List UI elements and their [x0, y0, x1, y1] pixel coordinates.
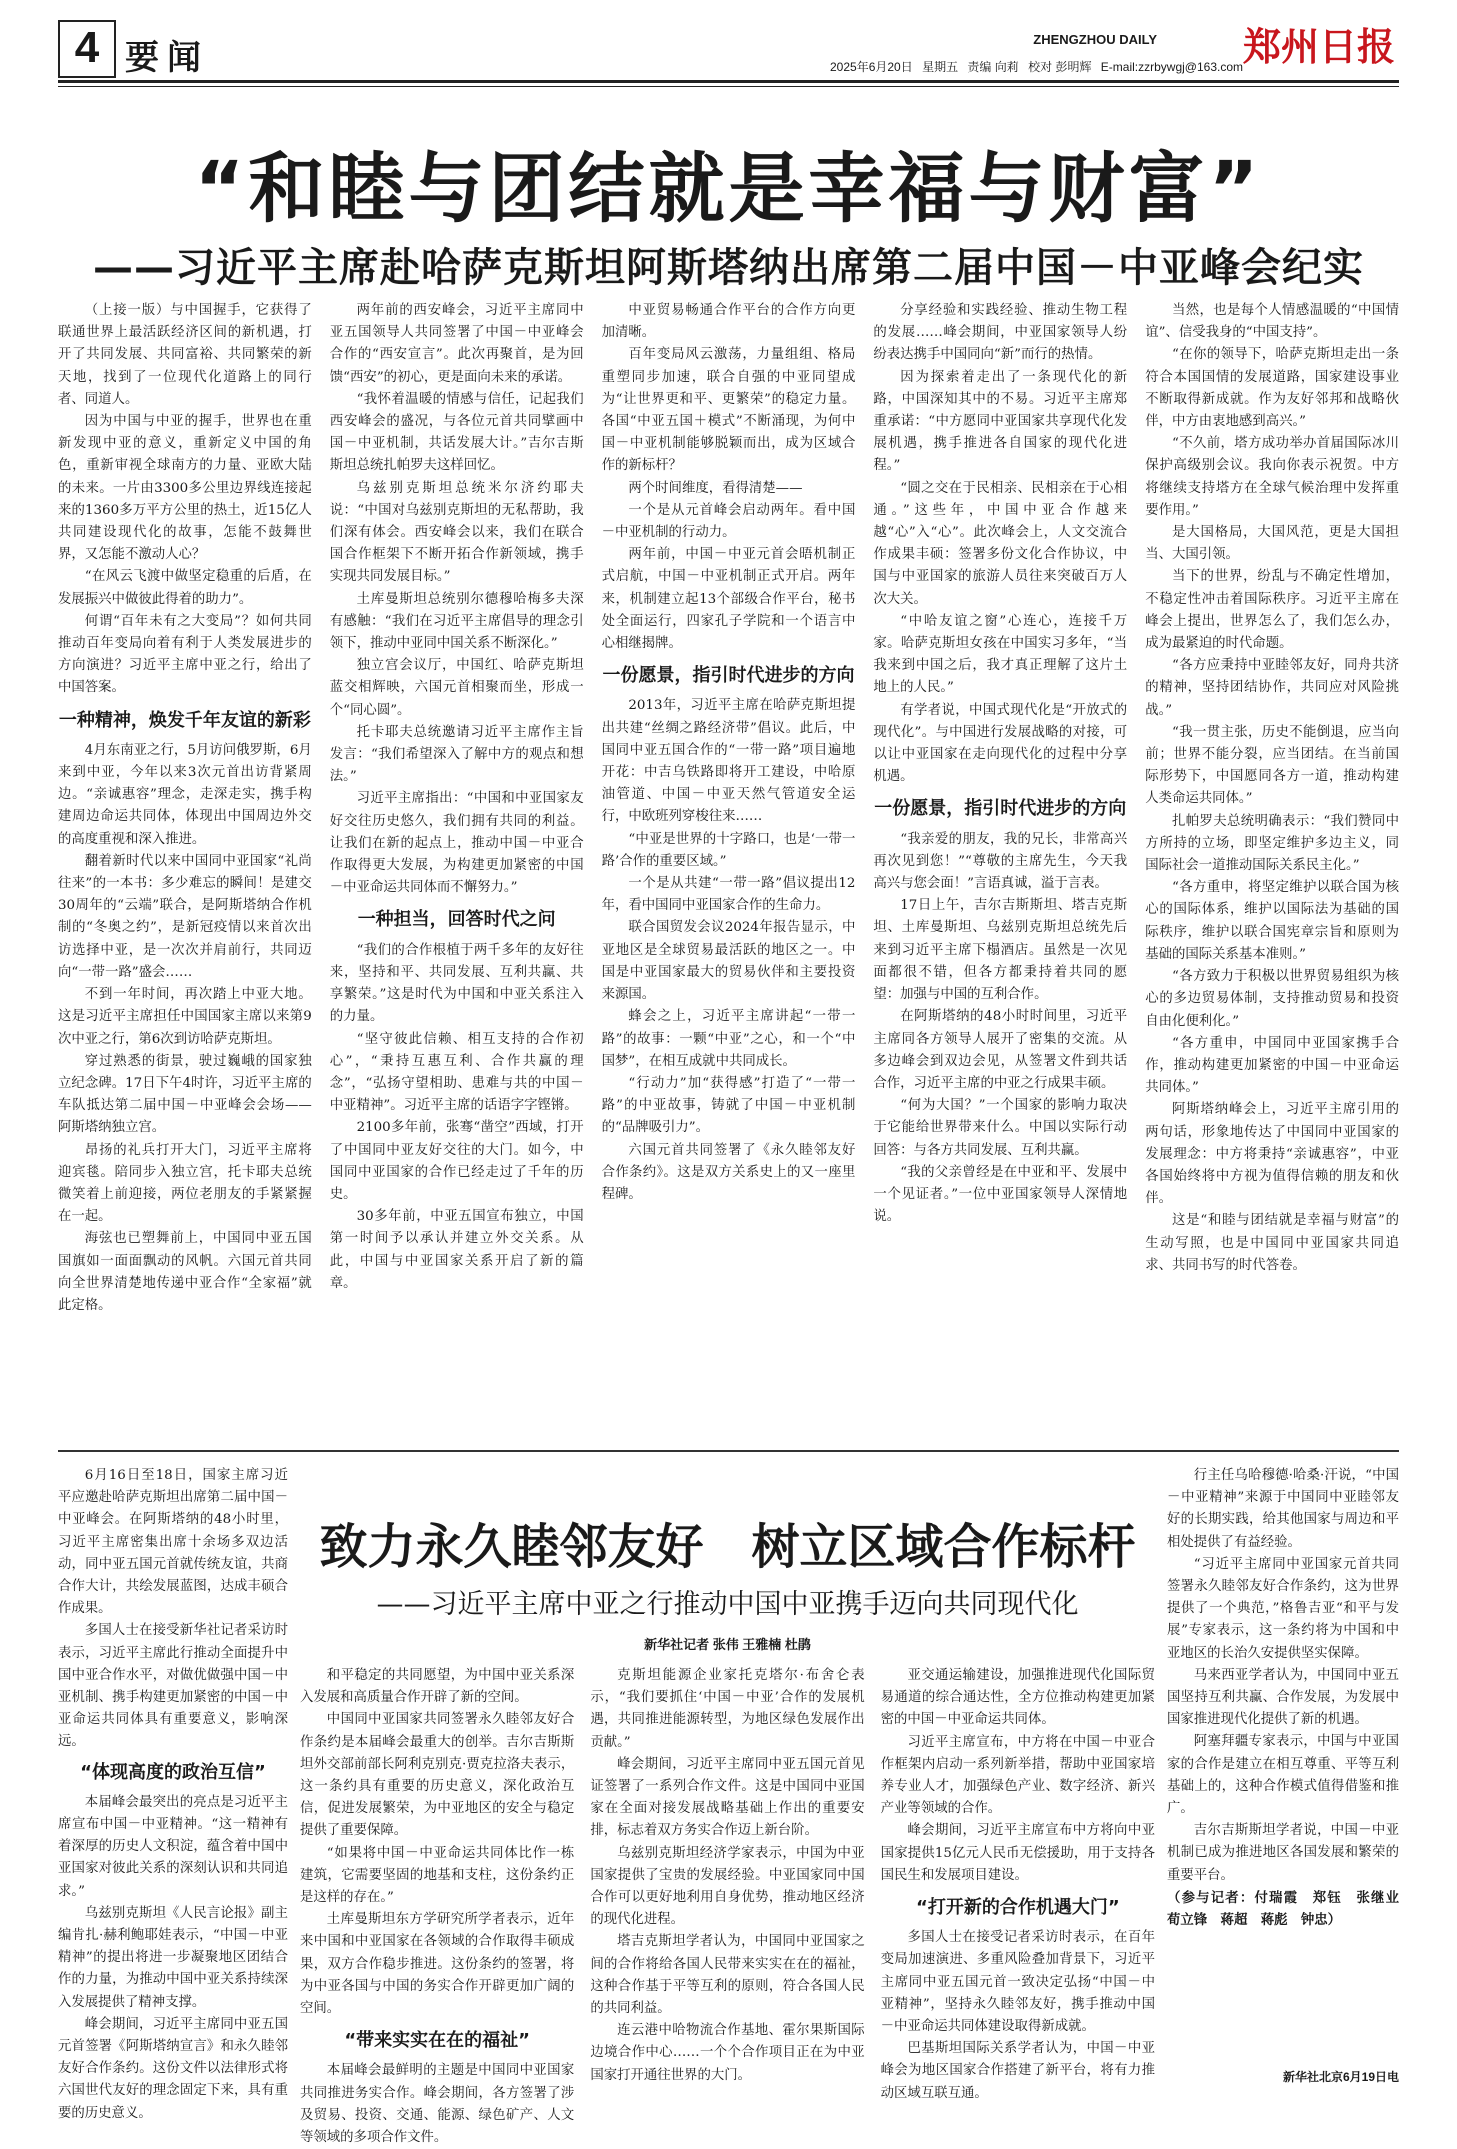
article-paragraph: 六国元首共同签署了《永久睦邻友好合作条约》。这是双方关系史上的又一座里程碑。 [601, 1142, 856, 1202]
article-paragraph: “在风云飞渡中做坚定稳重的后盾，在发展振兴中做彼此得着的助力”。 [58, 569, 312, 607]
article-column [873, 300, 1127, 1440]
article-paragraph: “各方应秉持中亚睦邻友好，同舟共济的精神，坚持团结协作，共同应对风险挑战。” [1145, 658, 1399, 718]
article-paragraph: 塔吉克斯坦学者认为，中国同中亚国家之间的合作将给各国人民带来实实在在的福祉，这种合作基于平等互利的原则，符合各国人民的共同利益。 [590, 1934, 865, 2017]
article-paragraph: 中国同中亚国家共同签署永久睦邻友好合作条约是本届峰会最重大的创举。吉尔吉斯斯坦外交部前部长阿利克别克·贾克拉洛夫表示，这一条约具有重要的历史意义，深化政治互信，促进发展繁荣，为中亚地区的安全与稳定提供了重要保障。 [300, 1712, 575, 1839]
issue-date: 2025年6月20日 [830, 60, 913, 74]
article-paragraph: 习近平主席指出：“中国和中亚国家友好交往历史悠久，我们拥有共同的利益。让我们在新的起点上，推动中国－中亚合作取得更大发展，为构建更加紧密的中国－中亚命运共同体而不懈努力。” [329, 791, 584, 896]
article-paragraph: 当下的世界，纷乱与不确定性增加，不稳定性冲击着国际秩序。习近平主席在峰会上提出，世界怎么了，我们怎么办，成为最紧迫的时代命题。 [1145, 569, 1399, 652]
article-column [1145, 300, 1399, 1440]
article-paragraph: “在你的领导下，哈萨克斯坦走出一条符合本国国情的发展道路，国家建设事业不断取得新成就。作为友好邻邦和战略伙伴，中方由衷地感到高兴。” [1145, 347, 1399, 430]
article-paragraph: 巴基斯坦国际关系学者认为，中国－中亚峰会为地区国家合作搭建了新平台，将有力推动区域互联互通。 [880, 2041, 1155, 2101]
article-paragraph: 托卡耶夫总统邀请习近平主席作主旨发言：“我们希望深入了解中方的观点和想法。” [329, 724, 584, 785]
paper-name-en: ZHENGZHOU DAILY [1033, 32, 1157, 47]
article-column [602, 300, 856, 1440]
article-column [590, 1665, 864, 2085]
article-subheading: 一种担当，回答时代之问 [357, 909, 556, 931]
article-paragraph: 扎帕罗夫总统明确表示：“我们赞同中方所持的立场，即坚定维护多边主义，同国际社会一道推动国际关系民主化。” [1145, 813, 1399, 874]
article-paragraph: “我一贯主张，历史不能倒退，应当向前；世界不能分裂，应当团结。在当前国际形势下，中国愿同各方一道，推动构建人类命运共同体。” [1145, 724, 1399, 807]
byline: 新华社记者 张伟 王雅楠 杜鹃 [644, 1637, 811, 1652]
article-paragraph: 吉尔吉斯斯坦学者说，中国－中亚机制已成为推进地区各国发展和繁荣的重要平台。 [1167, 1823, 1399, 1883]
article-paragraph: 2013年，习近平主席在哈萨克斯坦提出共建“丝绸之路经济带”倡议。此后，中国同中亚五国合作的“一带一路”项目遍地开花：中吉乌铁路即将开工建设，中哈原油管道、中国－中亚天然气管道安全运行，中欧班列穿梭往来…… [601, 698, 856, 825]
article-paragraph: “行动力”加“获得感”打造了“一带一路”的中亚故事，铸就了中国－中亚机制的“品牌吸引力”。 [601, 1075, 856, 1136]
second-article-right-column [1167, 1465, 1413, 2065]
article-subheading: 一份愿景，指引时代进步的方向 [874, 798, 1127, 820]
article-paragraph: （参与记者：付瑞霞 郑钰 张继业 荀立锋 蒋超 蒋彪 钟忠） [1167, 1889, 1413, 1929]
article-paragraph: 多国人士在接受记者采访时表示，在百年变局加速演进、多重风险叠加背景下，习近平主席同中亚五国元首一致决定弘扬“中国－中亚精神”，坚持永久睦邻友好，携手推动中国－中亚命运共同体建设取得新成就。 [880, 1930, 1155, 2035]
dateline: 新华社北京6月19日电 [1282, 2070, 1399, 2084]
article-subheading: “打开新的合作机遇大门” [915, 1897, 1120, 1919]
article-paragraph: 这是“和睦与团结就是幸福与财富”的生动写照，也是中国同中亚国家共同追求、共同书写的时代答卷。 [1145, 1213, 1399, 1273]
issue-weekday: 星期五 [922, 60, 959, 74]
article-paragraph: （上接一版）与中国握手，它获得了联通世界上最活跃经济区间的新机遇，打开了共同发展、共同富裕、共同繁荣的新天地，找到了一位现代化道路上的同行者、同道人。 [58, 303, 312, 407]
article-paragraph: 亚交通运输建设，加强推进现代化国际贸易通道的综合通达性，全方位推动构建更加紧密的中国－中亚命运共同体。 [880, 1668, 1155, 1728]
page-number: 4 [58, 20, 116, 78]
article-paragraph: 17日上午，吉尔吉斯斯坦、塔吉克斯坦、土库曼斯坦、乌兹别克斯坦总统先后来到习近平主席下榻酒店。虽然是一次见面都很不错，但各方都秉持着共同的愿望：加强与中国的互利合作。 [873, 898, 1128, 1003]
article-paragraph: 本届峰会最鲜明的主题是中国同中亚国家共同推进务实合作。峰会期间，各方签署了涉及贸易、投资、交通、能源、绿色矿产、人文等领域的多项合作文件。 [300, 2063, 575, 2146]
article-paragraph: 因为中国与中亚的握手，世界也在重新发现中亚的意义，重新定义中国的角色，重新审视全球南方的力量、亚欧大陆的未来。一片由3300多公里边界线连接起来的1360多万平方公里的热土，近15亿人共同建设现代化的故事，怎能不鼓舞世界，又怎能不激动人心？ [58, 414, 312, 563]
article-paragraph: 30多年前，中亚五国宣布独立，中国第一时间予以承认并建立外交关系。从此，中国与中亚国家关系开启了新的篇章。 [329, 1209, 584, 1291]
header-rule-thin [58, 86, 1399, 87]
proof-credit: 校对 彭明辉 [1028, 60, 1092, 74]
article-paragraph: 因为探索着走出了一条现代化的新路，中国深知其中的不易。习近平主席郑重承诺：“中方愿同中亚国家共享现代化发展机遇，携手推进各自国家的现代化进程。” [873, 369, 1128, 474]
article-paragraph: “坚守彼此信赖、相互支持的合作初心”，“秉持互惠互利、合作共赢的理念”，“弘扬守望相助、患难与共的中国－中亚精神”。习近平主席的话语字字铿锵。 [329, 1031, 584, 1114]
article-column [58, 300, 312, 1440]
article-paragraph: 何谓“百年未有之大变局”？如何共同推动百年变局向着有利于人类发展进步的方向演进？习近平主席中亚之行，给出了中国答案。 [58, 613, 312, 696]
second-subheadline: ——习近平主席中亚之行推动中国中亚携手迈向共同现代化 [376, 1589, 1079, 1620]
article-paragraph: 中亚贸易畅通合作平台的合作方向更加清晰。 [601, 303, 856, 341]
article-paragraph: 两年前，中国－中亚元首会晤机制正式启航，中国－中亚机制正式开启。两年来，机制建立起13个部级合作平台，秘书处全面运行，四家孔子学院和一个语言中心相继揭牌。 [601, 547, 856, 652]
article-paragraph: 不到一年时间，再次踏上中亚大地。这是习近平主席担任中国国家主席以来第9次中亚之行，第6次到访哈萨克斯坦。 [58, 987, 312, 1047]
article-paragraph: 和平稳定的共同愿望，为中国中亚关系深入发展和高质量合作开辟了新的空间。 [300, 1668, 575, 1706]
article-paragraph: 昂扬的礼兵打开大门，习近平主席将迎宾毯。陪同步入独立宫，托卡耶夫总统微笑着上前迎接，两位老朋友的手紧紧握在一起。 [58, 1142, 312, 1225]
article-paragraph: 分享经验和实践经验、推动生物工程的发展……峰会期间，中亚国家领导人纷纷表达携手中国同向“新”而行的热情。 [873, 303, 1128, 363]
article-paragraph: 连云港中哈物流合作基地、霍尔果斯国际边境合作中心……一个个合作项目正在为中亚国家打开通往世界的大门。 [590, 2023, 865, 2083]
article-paragraph: 百年变局风云激荡，力量组组、格局重塑同步加速，联合自强的中亚同望成为“让世界更和平、更繁荣”的稳定力量。各国“中亚五国＋模式”不断涌现，为何中国－中亚机制能够脱颖而出，成为区域合作的新标杆？ [601, 347, 856, 474]
article-paragraph: “中哈友谊之窗”心连心，连接千万家。哈萨克斯坦女孩在中国实习多年，“当我来到中国之后，我才真正理解了这片土地上的人民。” [873, 613, 1128, 696]
article-paragraph: 联合国贸发会议2024年报告显示，中亚地区是全球贸易最活跃的地区之一。中国是中亚国家最大的贸易伙伴和主要投资来源国。 [601, 920, 856, 1003]
contact-email[interactable]: E-mail:zzrbywgj@163.com [1100, 60, 1244, 74]
second-article-body [300, 1665, 1155, 2146]
main-article-body [58, 300, 1399, 1440]
article-paragraph: 乌兹别克斯坦总统米尔济约耶夫说：“中国对乌兹别克斯坦的无私帮助，我们深有体会。西安峰会以来，我们在联合国合作框架下不断开拓合作新领域，携手实现共同发展目标。” [329, 480, 584, 585]
article-column [300, 1665, 575, 2146]
article-paragraph: 当然，也是每个人情感温暖的“中国情谊”、信受我身的“中国支持”。 [1145, 303, 1399, 341]
article-column [330, 300, 584, 1440]
article-paragraph: 乌兹别克斯坦《人民言论报》副主编肯扎·赫利鲍耶娃表示，“中国－中亚精神”的提出将进一步凝聚地区团结合作的力量，为推动中国中亚关系持续深入发展提供了精神支撑。 [58, 1905, 288, 2010]
article-paragraph: “各方重申，中国同中亚国家携手合作，推动构建更加紧密的中国－中亚命运共同体。” [1145, 1035, 1399, 1096]
second-headline: 致力永久睦邻友好 树立区域合作标杆 [319, 1519, 1136, 1575]
article-paragraph: 一个是从共建“一带一路”倡议提出12年，看中国同中亚国家合作的生命力。 [601, 876, 856, 914]
article-paragraph: 两个时间维度，看得清楚—— [628, 480, 803, 496]
article-paragraph: “我的父亲曾经是在中亚和平、发展中一个见证者。”一位中亚国家领导人深情地说。 [873, 1164, 1128, 1225]
article-paragraph: 有学者说，中国式现代化是“开放式的现代化”。与中国进行发展战略的对接，可以让中亚国家在走向现代化的过程中分享机遇。 [873, 702, 1128, 785]
article-paragraph: 穿过熟悉的街景，驶过巍峨的国家独立纪念碑。17日下午4时许，习近平主席的车队抵达第二届中国－中亚峰会会场——阿斯塔纳独立宫。 [58, 1053, 312, 1136]
article-paragraph: 多国人士在接受新华社记者采访时表示，习近平主席此行推动全面提升中国中亚合作水平，对做优做强中国－中亚机制、携手构建更加紧密的中国－中亚命运共同体具有重要意义，影响深远。 [58, 1623, 288, 1750]
article-subheading: 一种精神，焕发千年友谊的新彩 [58, 709, 311, 731]
article-paragraph: 峰会期间，习近平主席宣布中方将向中亚国家提供15亿元人民币无偿援助，用于支持各国民生和发展项目建设。 [880, 1823, 1155, 1883]
article-paragraph: 海弦也已塑舞前上，中国同中亚五国国旗如一面面飘动的风帆。六国元首共同向全世界清楚地传递中亚合作“全家福”就此定格。 [58, 1231, 312, 1313]
article-paragraph: 峰会期间，习近平主席同中亚五国元首见证签署了一系列合作文件。这是中国同中亚国家在全面对接发展战略基础上作出的重要安排，标志着双方务实合作迈上新台阶。 [590, 1756, 865, 1839]
article-paragraph: “习近平主席同中亚国家元首共同签署永久睦邻友好合作条约，这为世界提供了一个典范，”格鲁吉亚“和平与发展”专家表示，这一条约将为中国和中亚地区的长治久安提供坚实保障。 [1167, 1556, 1399, 1661]
article-paragraph: 土库曼斯坦总统别尔德穆哈梅多夫深有感触：“我们在习近平主席倡导的理念引领下，推动中亚同中国关系不断深化。” [329, 591, 584, 652]
issue-meta [830, 58, 1249, 75]
article-paragraph: 是大国格局，大国风范，更是大国担当、大国引领。 [1145, 525, 1399, 563]
article-paragraph: “圆之交在于民相亲、民相亲在于心相通。”这些年，中国中亚合作越来越“心”入“心”。此次峰会上，人文交流合作成果丰硕：签署多份文化合作协议，中国与中亚国家的旅游人员往来突破百万人次大关。 [873, 480, 1128, 607]
article-paragraph: “我怀着温暖的情感与信任，记起我们西安峰会的盛况，与各位元首共同擘画中国－中亚机制，共话发展大计。”吉尔吉斯斯坦总统扎帕罗夫这样回忆。 [329, 391, 584, 474]
article-paragraph: “如果将中国－中亚命运共同体比作一栋建筑，它需要坚固的地基和支柱，这份条约正是这样的存在。” [300, 1845, 575, 1906]
article-subheading: “带来实实在在的福祉” [344, 2030, 530, 2052]
article-paragraph: “不久前，塔方成功举办首届国际冰川保护高级别会议。我向你表示祝贺。中方将继续支持塔方在全球气候治理中发挥重要作用。” [1145, 436, 1399, 518]
article-column [880, 1665, 1155, 2101]
article-paragraph: 乌兹别克斯坦经济学家表示，中国为中亚国家提供了宝贵的发展经验。中亚国家同中国合作可以更好地利用自身优势，推动地区经济的现代化进程。 [590, 1845, 865, 1928]
header-rule [58, 80, 1399, 83]
article-subheading: “体现高度的政治互信” [80, 1761, 266, 1783]
article-paragraph: 行主任乌哈穆德·哈桑·汗说，“中国－中亚精神”来源于中国同中亚睦邻友好的长期实践，给其他国家与周边和平相处提供了有益经验。 [1167, 1468, 1399, 1550]
article-paragraph: 2100多年前，张骞“凿空”西域，打开了中国同中亚友好交往的大门。如今，中国同中亚国家的合作已经走过了千年的历史。 [329, 1120, 584, 1202]
article-paragraph: 在阿斯塔纳的48小时时间里，习近平主席同各方领导人展开了密集的交流。从多边峰会到双边会见，从签署文件到共话合作，习近平主席的中亚之行成果丰硕。 [873, 1009, 1128, 1091]
article-paragraph: 本届峰会最突出的亮点是习近平主席宣布中国－中亚精神。“这一精神有着深厚的历史人文积淀，蕴含着中国中亚国家对彼此关系的深刻认识和共同追求。” [58, 1794, 288, 1899]
article-paragraph: “我们的合作根植于两千多年的友好往来，坚持和平、共同发展、互利共赢、共享繁荣。”这是时代为中国和中亚关系注入的力量。 [329, 942, 584, 1025]
article-paragraph: 4月东南亚之行，5月访问俄罗斯，6月来到中亚，今年以来3次元首出访背紧周边。“亲诚惠容”理念，走深走实，携手构建周边命运共同体，体现出中国周边外交的高度重视和深入推进。 [58, 742, 312, 847]
logo-text: 郑州日报 [1242, 24, 1396, 69]
article-paragraph: “中亚是世界的十字路口，也是‘一带一路’合作的重要区域。” [601, 831, 856, 869]
article-paragraph: 独立宫会议厅，中国红、哈萨克斯坦蓝交相辉映，六国元首相聚而坐，形成一个“同心圆”。 [329, 658, 584, 718]
article-paragraph: 马来西亚学者认为，中国同中亚五国坚持互利共赢、合作发展，为发展中国家推进现代化提供了新的机遇。 [1167, 1667, 1399, 1728]
article-paragraph: 6月16日至18日，国家主席习近平应邀赴哈萨克斯坦出席第二届中国－中亚峰会。在阿斯塔纳的48小时里，习近平主席密集出席十余场多双边活动，同中亚五国元首就传统友谊，共商合作大计，共绘发展蓝图，达成丰硕合作成果。 [58, 1468, 288, 1617]
article-subheading: 一份愿景，指引时代进步的方向 [602, 665, 855, 687]
main-subheadline: ——习近平主席赴哈萨克斯坦阿斯塔纳出席第二届中国－中亚峰会纪实 [93, 245, 1364, 291]
article-paragraph: 土库曼斯坦东方学研究所学者表示，近年来中国和中亚国家在各领域的合作取得丰硕成果，双方合作稳步推进。这份条约的签署，将为中亚各国与中国的务实合作开辟更加广阔的空间。 [300, 1912, 575, 2017]
main-headline: “和睦与团结就是幸福与财富” [194, 144, 1263, 233]
article-paragraph: 阿斯塔纳峰会上，习近平主席引用的两句话，形象地传达了中国同中亚国家的发展理念：中方将秉持“亲诚惠容”，中亚各国始终将中方视为值得信赖的朋友和伙伴。 [1145, 1102, 1399, 1207]
article-paragraph: 两年前的西安峰会，习近平主席同中亚五国领导人共同签署了中国－中亚峰会合作的“西安宣言”。此次再聚首，是为回馈“西安”的初心，更是面向未来的承诺。 [329, 303, 584, 385]
article-paragraph: 翻着新时代以来中国同中亚国家“礼尚往来”的一本书：多少难忘的瞬间！是建交30周年的“云端”联合，是阿斯塔纳合作机制的“冬奥之约”，是新冠疫情以来首次出访选择中亚，是一次次并肩前行，共同迈向“一带一路”盛会…… [58, 853, 312, 980]
article-paragraph: 峰会期间，习近平主席同中亚五国元首签署《阿斯塔纳宣言》和永久睦邻友好合作条约。这份文件以法律形式将六国世代友好的理念固定下来，具有重要的历史意义。 [58, 2016, 288, 2121]
article-paragraph: 蜂会之上，习近平主席讲起“一带一路”的故事：一颗“中亚”之心，和一个“中国梦”，在相互成就中共同成长。 [601, 1009, 856, 1069]
section-divider [58, 1450, 1399, 1452]
article-paragraph: 习近平主席宣布，中方将在中国－中亚合作框架内启动一系列新举措，帮助中亚国家培养专业人才，加强绿色产业、数字经济、新兴产业等领域的合作。 [880, 1734, 1155, 1817]
editor-credit: 责编 向莉 [967, 60, 1019, 74]
newspaper-logo [1239, 12, 1399, 76]
article-paragraph: 克斯坦能源企业家托克塔尔·布舍仑表示，“我们要抓住‘中国－中亚’合作的发展机遇，共同推进能源转型，为地区绿色发展作出贡献。” [590, 1668, 865, 1750]
article-paragraph: “我亲爱的朋友，我的兄长，非常高兴再次见到您！”“尊敬的主席先生，今天我高兴与您会面！”言语真诚，溢于言表。 [873, 831, 1128, 892]
article-paragraph: 阿塞拜疆专家表示，中国与中亚国家的合作是建立在相互尊重、平等互利基础上的，这种合作模式值得借鉴和推广。 [1167, 1734, 1399, 1817]
second-article-left-column [58, 1465, 288, 2121]
article-paragraph: “各方重申，将坚定维护以联合国为核心的国际体系，维护以国际法为基础的国际秩序，维护以联合国宪章宗旨和原则为基础的国际关系基本准则。” [1145, 880, 1399, 962]
section-title: 要闻 [125, 39, 209, 77]
article-paragraph: “各方致力于积极以世界贸易组织为核心的多边贸易体制，支持推动贸易和投资自由化便利化。” [1145, 969, 1399, 1029]
article-paragraph: 一个是从元首峰会启动两年。看中国－中亚机制的行动力。 [601, 502, 856, 541]
article-paragraph: “何为大国？”一个国家的影响力取决于它能给世界带来什么。中国以实际行动回答：与各方共同发展、互利共赢。 [873, 1098, 1128, 1158]
